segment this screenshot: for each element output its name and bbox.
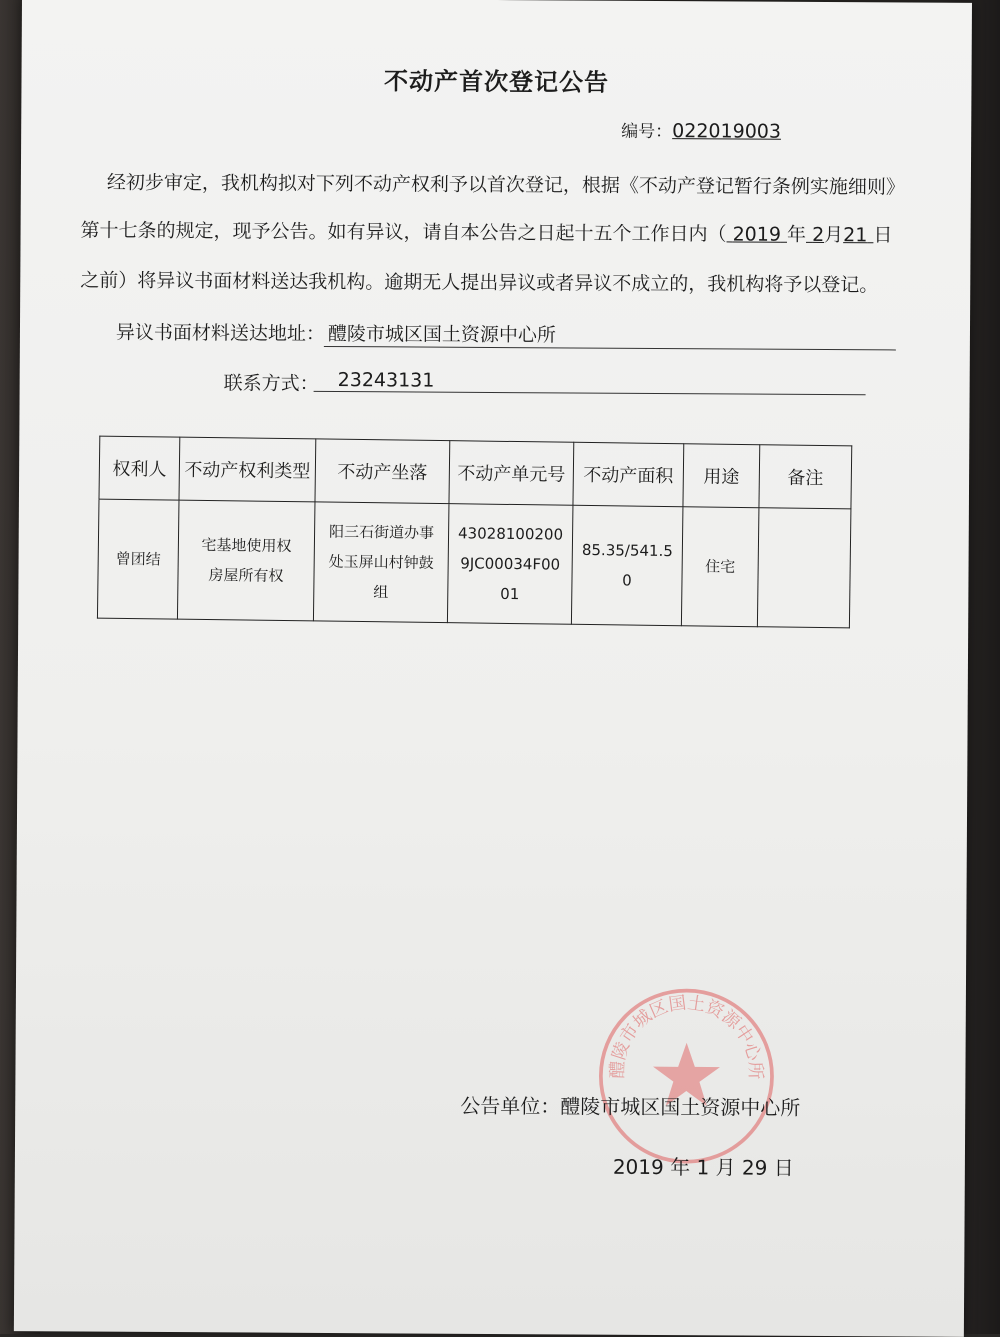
cell-remark xyxy=(757,508,851,628)
contact-label: 联系方式： xyxy=(223,372,319,395)
issuer-line xyxy=(460,1090,800,1121)
cell-area xyxy=(571,505,683,625)
issuer-name: 醴陵市城区国土资源中心所 xyxy=(560,1094,801,1120)
table-row xyxy=(97,499,850,628)
serial-label: 编号： xyxy=(621,121,673,143)
location-line-2: 处玉屏山村钟鼓 xyxy=(328,552,434,572)
header-right-type: 不动产权利类型 xyxy=(179,437,316,502)
seal-text: 醴陵市城区国土资源中心所 xyxy=(607,993,765,1080)
document-title: 不动产首次登记公告 xyxy=(383,67,610,97)
location-line-3: 组 xyxy=(373,583,389,602)
unit-line-2: 9JC00034F00 xyxy=(460,554,561,574)
serial-value: 022019003 xyxy=(672,120,782,143)
address-label: 异议书面材料送达地址： xyxy=(115,321,326,345)
unit-line-3: 01 xyxy=(500,584,520,604)
issue-date: 2019 年 1 月 29 日 xyxy=(612,1154,794,1180)
day-char: 日 xyxy=(873,224,893,247)
header-owner: 权利人 xyxy=(99,436,180,500)
cell-owner: 曾团结 xyxy=(97,499,179,619)
deadline-month: 2 xyxy=(812,223,825,247)
location-line-1: 阳三石街道办事 xyxy=(328,522,435,542)
deadline-day: 21 xyxy=(843,224,868,247)
body-line-2 xyxy=(81,215,893,247)
header-remark: 备注 xyxy=(759,445,852,509)
registration-table xyxy=(97,436,852,629)
contact-value: 23243131 xyxy=(314,369,866,395)
area-line-1: 85.35/541.5 xyxy=(581,540,673,561)
cell-location xyxy=(313,502,449,623)
cell-right-type xyxy=(177,500,315,621)
body-line-1: 经初步审定，我机构拟对下列不动产权利予以首次登记，根据《不动产登记暂行条例实施细则》 xyxy=(106,171,905,199)
year-char: 年 xyxy=(786,223,807,246)
address-value: 醴陵市城区国土资源中心所 xyxy=(324,319,896,350)
table-header-row xyxy=(99,436,852,509)
issuer-label: 公告单位： xyxy=(460,1093,561,1119)
header-area: 不动产面积 xyxy=(573,442,684,506)
official-seal xyxy=(593,983,780,1170)
serial-number xyxy=(621,117,781,143)
area-line-2: 0 xyxy=(622,571,632,590)
right-type-line-2: 房屋所有权 xyxy=(208,566,284,586)
deadline-year: 2019 xyxy=(732,223,782,246)
month-char: 月 xyxy=(824,224,844,247)
notice-document xyxy=(14,0,972,1337)
header-location: 不动产坐落 xyxy=(315,439,450,504)
cell-unit-number xyxy=(447,504,573,625)
header-unit-number: 不动产单元号 xyxy=(449,441,574,506)
right-type-line-1: 宅基地使用权 xyxy=(201,535,292,556)
body-line-2-text: 第十七条的规定，现予公告。如有异议，请自本公告之日起十五个工作日内（ xyxy=(80,219,727,246)
unit-line-1: 43028100200 xyxy=(457,524,564,544)
cell-usage: 住宅 xyxy=(681,507,759,627)
body-line-3: 之前）将异议书面材料送达我机构。逾期无人提出异议或者异议不成立的，我机构将予以登记。 xyxy=(80,269,879,297)
header-usage: 用途 xyxy=(683,444,760,508)
